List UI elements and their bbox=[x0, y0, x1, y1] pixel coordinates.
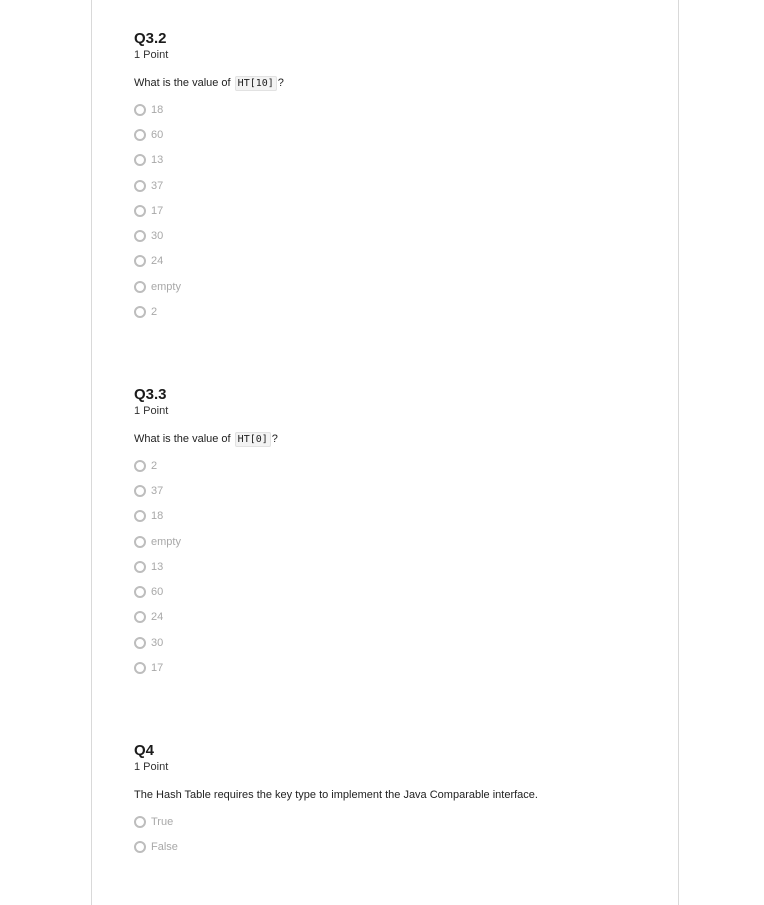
radio-button-icon[interactable] bbox=[134, 460, 146, 472]
answer-options bbox=[134, 453, 654, 681]
radio-button-icon[interactable] bbox=[134, 510, 146, 522]
option-label: empty bbox=[151, 535, 181, 548]
question-q4 bbox=[134, 742, 654, 860]
option-label: 30 bbox=[151, 636, 164, 649]
option-label: 24 bbox=[151, 611, 164, 624]
answer-option[interactable] bbox=[134, 198, 654, 223]
answer-option[interactable] bbox=[134, 554, 654, 579]
question-points: 1 Point bbox=[134, 49, 169, 61]
answer-option[interactable] bbox=[134, 122, 654, 147]
radio-button-icon[interactable] bbox=[134, 662, 146, 674]
radio-button-icon[interactable] bbox=[134, 180, 146, 192]
prompt-text: What is the value of bbox=[134, 77, 231, 89]
radio-button-icon[interactable] bbox=[134, 205, 146, 217]
answer-option[interactable] bbox=[134, 148, 654, 173]
option-label: 2 bbox=[151, 459, 158, 472]
answer-option[interactable] bbox=[134, 655, 654, 680]
question-title: Q3.2 bbox=[134, 30, 167, 47]
question-q3-3 bbox=[134, 386, 654, 681]
radio-button-icon[interactable] bbox=[134, 586, 146, 598]
option-label: 17 bbox=[151, 662, 164, 675]
answer-option[interactable] bbox=[134, 223, 654, 248]
answer-options bbox=[134, 809, 654, 860]
answer-option[interactable] bbox=[134, 529, 654, 554]
radio-button-icon[interactable] bbox=[134, 255, 146, 267]
prompt-code: HT[0] bbox=[235, 432, 271, 447]
quiz-panel bbox=[91, 0, 679, 905]
answer-option[interactable] bbox=[134, 97, 654, 122]
option-label: 18 bbox=[151, 103, 164, 116]
radio-button-icon[interactable] bbox=[134, 561, 146, 573]
option-label: 37 bbox=[151, 179, 164, 192]
question-prompt bbox=[134, 431, 654, 447]
answer-option[interactable] bbox=[134, 630, 654, 655]
prompt-text: What is the value of bbox=[134, 433, 231, 445]
radio-button-icon[interactable] bbox=[134, 306, 146, 318]
option-label: 13 bbox=[151, 560, 164, 573]
radio-button-icon[interactable] bbox=[134, 536, 146, 548]
radio-button-icon[interactable] bbox=[134, 281, 146, 293]
question-prompt bbox=[134, 75, 654, 91]
answer-option[interactable] bbox=[134, 834, 654, 859]
answer-option[interactable] bbox=[134, 299, 654, 324]
option-label: 18 bbox=[151, 510, 164, 523]
option-label: 30 bbox=[151, 230, 164, 243]
radio-button-icon[interactable] bbox=[134, 230, 146, 242]
question-title: Q3.3 bbox=[134, 386, 167, 403]
answer-option[interactable] bbox=[134, 478, 654, 503]
answer-option[interactable] bbox=[134, 579, 654, 604]
radio-button-icon[interactable] bbox=[134, 154, 146, 166]
question-points: 1 Point bbox=[134, 405, 169, 417]
option-label: 60 bbox=[151, 586, 164, 599]
option-label: 13 bbox=[151, 154, 164, 167]
radio-button-icon[interactable] bbox=[134, 841, 146, 853]
radio-button-icon[interactable] bbox=[134, 816, 146, 828]
prompt-code: HT[10] bbox=[235, 76, 277, 91]
answer-options bbox=[134, 97, 654, 325]
option-label: empty bbox=[151, 280, 181, 293]
radio-button-icon[interactable] bbox=[134, 485, 146, 497]
option-label: 60 bbox=[151, 128, 164, 141]
answer-option[interactable] bbox=[134, 274, 654, 299]
answer-option[interactable] bbox=[134, 249, 654, 274]
answer-option[interactable] bbox=[134, 504, 654, 529]
question-q3-2 bbox=[134, 30, 654, 325]
prompt-suffix: ? bbox=[277, 77, 284, 89]
option-label: 24 bbox=[151, 255, 164, 268]
option-label: True bbox=[151, 815, 174, 828]
radio-button-icon[interactable] bbox=[134, 104, 146, 116]
option-label: 37 bbox=[151, 484, 164, 497]
question-points: 1 Point bbox=[134, 761, 169, 773]
answer-option[interactable] bbox=[134, 605, 654, 630]
option-label: False bbox=[151, 840, 178, 853]
question-prompt bbox=[134, 787, 654, 803]
prompt-text: The Hash Table requires the key type to implement the Java Comparable interface. bbox=[134, 789, 538, 801]
prompt-suffix: ? bbox=[271, 433, 278, 445]
answer-option[interactable] bbox=[134, 453, 654, 478]
answer-option[interactable] bbox=[134, 173, 654, 198]
option-label: 17 bbox=[151, 204, 164, 217]
radio-button-icon[interactable] bbox=[134, 611, 146, 623]
radio-button-icon[interactable] bbox=[134, 637, 146, 649]
question-title: Q4 bbox=[134, 742, 155, 759]
radio-button-icon[interactable] bbox=[134, 129, 146, 141]
option-label: 2 bbox=[151, 306, 158, 319]
answer-option[interactable] bbox=[134, 809, 654, 834]
